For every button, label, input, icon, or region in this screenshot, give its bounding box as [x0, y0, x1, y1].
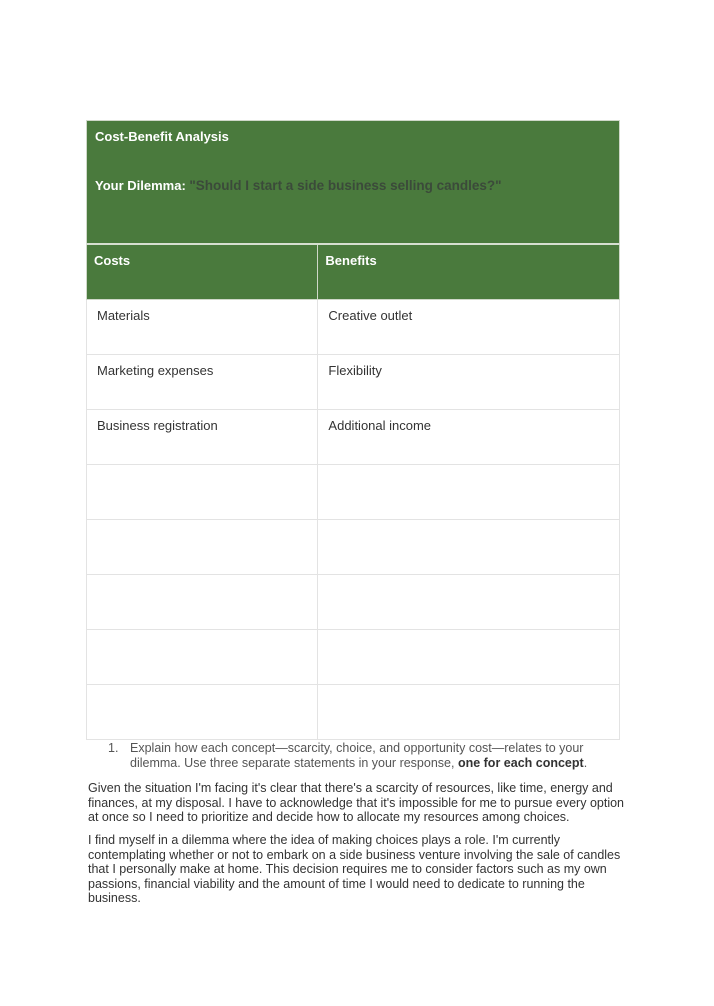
benefit-cell: Flexibility — [318, 355, 620, 410]
table-row — [87, 465, 620, 520]
question-number: 1. — [108, 741, 119, 755]
costs-header: Costs — [87, 244, 318, 300]
table-row — [87, 355, 620, 410]
benefit-cell — [318, 575, 620, 630]
table-row — [87, 410, 620, 465]
table-title: Cost-Benefit Analysis — [95, 129, 229, 144]
benefit-cell — [318, 465, 620, 520]
question-text-start: Explain how each concept—scarcity, choice, and opportunity cost—relates to your dilemma. Use three separate statements in your response, — [130, 741, 584, 770]
table-row — [87, 520, 620, 575]
table-header-row — [87, 121, 620, 245]
question-text-bold: one for each concept — [457, 756, 584, 770]
table-row — [87, 575, 620, 630]
dilemma-line — [95, 178, 611, 193]
table-header-cell — [87, 121, 620, 245]
benefit-cell — [318, 520, 620, 575]
dilemma-label: Your Dilemma: — [95, 178, 186, 193]
benefit-cell — [318, 630, 620, 685]
cost-cell: Marketing expenses — [87, 355, 318, 410]
cost-cell — [87, 685, 318, 740]
table-row — [87, 630, 620, 685]
answer-paragraph-scarcity: Given the situation I'm facing it's clear that there's a scarcity of resources, like time, energy and finances, at my disposal. I have to acknowledge that it's impossible for me to pursue every option at once so I need to prioritize and decide how to allocate my resources among choices. — [88, 781, 624, 825]
benefit-cell: Additional income — [318, 410, 620, 465]
question-text-end: . — [583, 756, 588, 770]
benefits-header: Benefits — [318, 244, 620, 300]
benefit-cell: Creative outlet — [318, 300, 620, 355]
cost-cell — [87, 630, 318, 685]
question-item — [108, 741, 608, 771]
question-text — [130, 741, 608, 771]
dilemma-text: "Should I start a side business selling candles?" — [189, 178, 502, 193]
cost-cell: Materials — [87, 300, 318, 355]
answer-paragraph-choice: I find myself in a dilemma where the idea of making choices plays a role. I'm currently contemplating whether or not to embark on a side business venture involving the sale of candles that I personally make at home. This decision requires me to consider factors such as my own passions, financial viability and the amount of time I would need to dedicate to running the business. — [88, 833, 621, 906]
table-row — [87, 685, 620, 740]
column-header-row — [87, 244, 620, 300]
cost-cell — [87, 575, 318, 630]
benefit-cell — [318, 685, 620, 740]
cost-cell: Business registration — [87, 410, 318, 465]
cost-benefit-table — [86, 120, 620, 740]
cost-cell — [87, 520, 318, 575]
cost-cell — [87, 465, 318, 520]
table-row — [87, 300, 620, 355]
